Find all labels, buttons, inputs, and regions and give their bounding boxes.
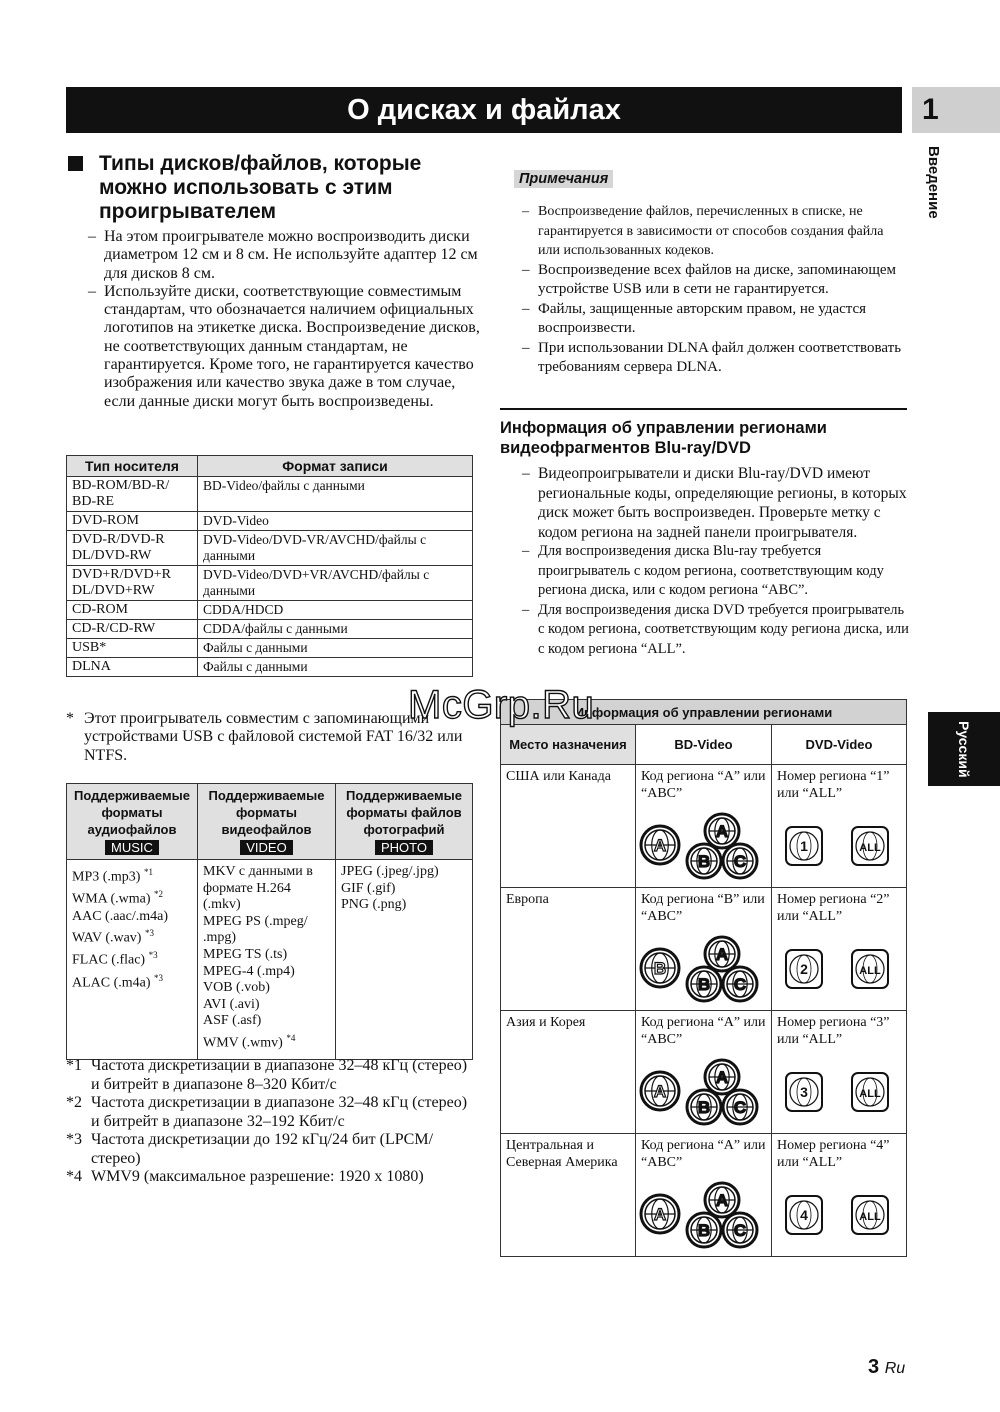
format-item — [72, 970, 192, 992]
bd-region-text: Код региона “A” или “ABC” — [641, 1015, 766, 1047]
format-text: MPEG PS (.mpeg/ .mpg) — [203, 913, 308, 946]
globe-abc-icon — [687, 1183, 757, 1247]
photo-formats-cell — [336, 860, 473, 1060]
video-formats-header — [198, 784, 336, 860]
list-item: – Файлы, защищенные авторским правом, не удастся воспроизвести. — [518, 300, 908, 339]
dvd-region-text: Номер региона “2” или “ALL” — [777, 892, 890, 924]
chapter-number-tab: 1 — [912, 87, 1000, 133]
destination-cell: США или Канада — [501, 765, 636, 888]
region-letter: A — [653, 1205, 667, 1224]
bd-region-text: Код региона “B” или “ABC” — [641, 892, 765, 924]
bd-region-text: Код региона “A” или “ABC” — [641, 769, 766, 801]
dvd-region-all-icon — [852, 950, 888, 988]
format-item — [203, 864, 330, 914]
dvd-region-number-icon — [786, 827, 822, 865]
media-type-cell: DLNA — [67, 658, 198, 677]
format-text: MP3 (.mp3) — [72, 869, 141, 885]
format-item — [203, 947, 330, 964]
header-label: Поддерживаемые форматы аудиофайлов — [74, 788, 190, 837]
dvd-region-logo — [782, 948, 892, 992]
record-format-cell: Файлы с данными — [198, 658, 473, 677]
dvd-region-logo — [782, 825, 892, 869]
record-format-cell: DVD-Video/DVD-VR/AVCHD/файлы с данными — [198, 531, 473, 566]
footnote-ref: *4 — [286, 1032, 296, 1043]
dvd-region-text: 1 — [800, 838, 808, 854]
dvd-region-logo — [782, 1194, 892, 1238]
region-letter: B — [697, 1098, 711, 1117]
dvd-region-text: Номер региона “3” или “ALL” — [777, 1015, 890, 1047]
media-type-cell: DVD-R/DVD-R DL/DVD-RW — [67, 531, 198, 566]
list-item: – Видеопроигрыватели и диски Blu-ray/DVD имеют региональные коды, определяющие регионы, в которых диск может быть воспроизведен. Проверьте метку с кодом региона на задней панели проигрывателя. — [518, 464, 910, 542]
format-text: AVI (.avi) — [203, 996, 260, 1012]
square-bullet-icon — [68, 156, 83, 171]
footnote — [66, 1131, 476, 1168]
notes-list — [518, 202, 908, 378]
globe-icon — [641, 826, 679, 864]
region-letter: A — [715, 1191, 729, 1210]
region-letter: B — [697, 852, 711, 871]
bd-region-logo — [638, 1178, 764, 1250]
bd-region-text: Код региона “A” или “ABC” — [641, 1138, 766, 1170]
format-item — [203, 980, 330, 997]
format-item — [72, 886, 192, 908]
bd-video-cell — [636, 765, 772, 888]
divider — [500, 408, 907, 410]
footnote-key: *2 — [66, 1094, 82, 1111]
table-row — [67, 658, 473, 677]
list-item: – Воспроизведение файлов, перечисленных в списке, не гарантируется в зависимости от способов создания файла или использованных кодеков. — [518, 202, 908, 261]
page-title: О дисках и файлах — [66, 87, 902, 133]
table-row — [67, 512, 473, 531]
record-format-cell: DVD-Video — [198, 512, 473, 531]
section-heading-text: Типы дисков/файлов, которые можно использовать с этим проигрывателем — [99, 152, 422, 223]
destination-cell: Азия и Корея — [501, 1011, 636, 1134]
dvd-region-number-icon — [786, 950, 822, 988]
formats-table — [66, 783, 473, 1060]
format-text: FLAC (.flac) — [72, 953, 146, 968]
region-letter: C — [733, 1221, 747, 1240]
usb-note-text: Этот проигрыватель совместим с запоминающими устройствами USB с файловой системой FAT 16/32 или NTFS. — [84, 710, 463, 764]
dvd-region-text: ALL — [859, 1088, 881, 1100]
dvd-region-all-icon — [852, 1073, 888, 1111]
audio-formats-header — [67, 784, 198, 860]
chapter-label: Введение — [925, 146, 942, 219]
list-item: – При использовании DLNA файл должен соответствовать требованиям сервера DLNA. — [518, 339, 908, 378]
region-letter: C — [733, 975, 747, 994]
format-item — [72, 909, 192, 926]
record-format-cell: CDDA/файлы с данными — [198, 620, 473, 639]
format-text: MPEG TS (.ts) — [203, 946, 288, 962]
list-item: – Для воспроизведения диска Blu-ray требуется проигрыватель с кодом региона, соответствующим коду региона диска, или с кодом региона “ABC”. — [518, 542, 910, 601]
bd-video-cell — [636, 1134, 772, 1257]
page-number — [868, 1356, 905, 1379]
footnotes — [66, 1057, 476, 1187]
table-header: Место назначения — [501, 725, 636, 765]
format-text: AAC (.aac/.m4a) — [72, 908, 169, 924]
region-letter: A — [715, 945, 729, 964]
region-letter: B — [697, 1221, 711, 1240]
table-row — [501, 888, 907, 1011]
footnote-key: *4 — [66, 1168, 82, 1185]
table-row — [501, 765, 907, 888]
format-item — [72, 947, 192, 969]
globe-abc-icon — [687, 1060, 757, 1124]
record-format-cell: CDDA/HDCD — [198, 601, 473, 620]
footnote — [66, 1057, 476, 1094]
dvd-region-number-icon — [786, 1196, 822, 1234]
media-type-cell: DVD+R/DVD+R DL/DVD+RW — [67, 566, 198, 601]
format-text: MKV с данными в формате H.264 (.mkv) — [203, 864, 313, 913]
footnote-ref: *3 — [144, 928, 154, 939]
footnote-text: Частота дискретизации до 192 кГц/24 бит (LPCM/стерео) — [91, 1131, 434, 1167]
region-letter: B — [653, 959, 667, 978]
media-table — [66, 455, 473, 677]
dvd-region-text: 3 — [800, 1084, 808, 1100]
region-letter: A — [715, 1068, 729, 1087]
media-type-cell: CD-R/CD-RW — [67, 620, 198, 639]
table-header: Формат записи — [198, 456, 473, 477]
record-format-cell: BD-Video/файлы с данными — [198, 477, 473, 512]
table-header: BD-Video — [636, 725, 772, 765]
photo-formats-header — [336, 784, 473, 860]
record-format-cell: Файлы с данными — [198, 639, 473, 658]
format-text: MPEG-4 (.mp4) — [203, 963, 295, 979]
format-item — [72, 925, 192, 947]
footnote-text: WMV9 (максимальное разрешение: 1920 x 1080) — [91, 1168, 424, 1185]
footnote-ref: *1 — [143, 867, 153, 877]
dvd-region-logo — [782, 1071, 892, 1115]
watermark: McGrp.Ru — [408, 683, 595, 727]
format-text: ASF (.asf) — [203, 1013, 262, 1029]
header-label: Поддерживаемые форматы видеофайлов — [208, 788, 325, 837]
footnote-ref: *2 — [154, 889, 164, 900]
intro-bullets — [84, 228, 480, 411]
format-text: VOB (.vob) — [203, 980, 270, 996]
list-item: – Воспроизведение всех файлов на диске, запоминающем устройстве USB или в сети не гарантируется. — [518, 261, 908, 300]
page-language-suffix: Ru — [884, 1360, 906, 1377]
table-row — [67, 477, 473, 512]
list-item: – Для воспроизведения диска DVD требуется проигрыватель с кодом региона, соответствующим коду региона диска, или с кодом региона “ALL”. — [518, 601, 910, 660]
format-item — [203, 997, 330, 1014]
header-label: Поддерживаемые форматы файлов фотографий — [346, 788, 462, 837]
region-letter: C — [733, 1098, 747, 1117]
region-letter: A — [653, 1082, 667, 1101]
destination-cell: Центральная и Северная Америка — [501, 1134, 636, 1257]
footnote-text: Частота дискретизации в диапазоне 32–48 кГц (стерео) и битрейт в диапазоне 8–320 Кбит/с — [91, 1057, 468, 1093]
bd-region-logo — [638, 932, 764, 1004]
language-tab: Русский — [928, 712, 1000, 786]
bd-region-logo — [638, 809, 764, 881]
bd-region-logo — [638, 1055, 764, 1127]
region-table-caption: Информация об управлении регионами — [501, 700, 907, 725]
dvd-region-text: 2 — [800, 961, 808, 977]
footnote-mark: * — [66, 710, 74, 727]
region-table — [500, 699, 907, 1257]
list-item: – Используйте диски, соответствующие совместимым стандартам, что обозначается наличием официальных логотипов на этикетке диска. Воспроизведение дисков, не соответствующих данным стандартам, не гарантируется. Кроме того, не гарантируется качество изображения или качество звука даже в том случае, если данные диски могут быть воспроизведены. — [84, 283, 480, 411]
footnote-key: *1 — [66, 1057, 82, 1074]
format-item — [203, 914, 330, 947]
dvd-region-number-icon — [786, 1073, 822, 1111]
region-letter: C — [733, 852, 747, 871]
footnote — [66, 1094, 476, 1131]
table-row — [67, 620, 473, 639]
globe-icon — [641, 1195, 679, 1233]
page-number-value: 3 — [868, 1356, 880, 1378]
media-type-cell: DVD-ROM — [67, 512, 198, 531]
dvd-region-all-icon — [852, 1196, 888, 1234]
globe-abc-icon — [687, 814, 757, 878]
record-format-cell: DVD-Video/DVD+VR/AVCHD/файлы с данными — [198, 566, 473, 601]
dvd-region-all-icon — [852, 827, 888, 865]
notes-heading: Примечания — [514, 170, 613, 188]
audio-formats-cell — [67, 860, 198, 1060]
dvd-video-cell — [772, 888, 907, 1011]
format-item: GIF (.gif) — [341, 880, 396, 896]
table-row — [67, 566, 473, 601]
format-item: PNG (.png) — [341, 897, 407, 913]
format-text: WAV (.wav) — [72, 930, 142, 946]
region-letter: A — [715, 822, 729, 841]
footnote — [66, 1168, 476, 1187]
music-badge: MUSIC — [105, 840, 159, 855]
region-letter: B — [697, 975, 711, 994]
format-text: WMV (.wmv) — [203, 1035, 283, 1051]
dvd-region-text: Номер региона “1” или “ALL” — [777, 769, 890, 801]
globe-icon — [641, 1072, 679, 1110]
footnote-key: *3 — [66, 1131, 82, 1148]
region-letter: A — [653, 836, 667, 855]
bd-video-cell — [636, 1011, 772, 1134]
media-type-cell: BD-ROM/BD-R/ BD-RE — [67, 477, 198, 512]
footnote-ref: *3 — [154, 972, 164, 983]
section-heading — [68, 152, 478, 224]
list-item: – На этом проигрывателе можно воспроизводить диски диаметром 12 см и 8 см. Не используйте адаптер 12 см для дисков 8 см. — [84, 228, 480, 283]
format-item — [203, 964, 330, 981]
table-header: Тип носителя — [67, 456, 198, 477]
table-row — [501, 1134, 907, 1257]
region-bullets — [518, 464, 910, 659]
format-item — [203, 1013, 330, 1030]
dvd-video-cell — [772, 1134, 907, 1257]
bd-video-cell — [636, 888, 772, 1011]
dvd-region-text: ALL — [859, 1211, 881, 1223]
format-item — [72, 864, 192, 886]
media-type-cell: USB* — [67, 639, 198, 658]
footnote-ref: *3 — [148, 950, 158, 961]
globe-icon — [641, 949, 679, 987]
destination-cell: Европа — [501, 888, 636, 1011]
format-text: ALAC (.m4a) — [72, 975, 151, 991]
format-item: JPEG (.jpeg/.jpg) — [341, 864, 439, 879]
video-badge: VIDEO — [240, 840, 292, 855]
globe-abc-icon — [687, 937, 757, 1001]
dvd-region-text: ALL — [859, 965, 881, 977]
table-row — [67, 639, 473, 658]
video-formats-cell — [198, 860, 336, 1060]
table-row — [67, 531, 473, 566]
media-type-cell: CD-ROM — [67, 601, 198, 620]
table-header: DVD-Video — [772, 725, 907, 765]
table-row — [67, 601, 473, 620]
footnote-text: Частота дискретизации в диапазоне 32–48 кГц (стерео) и битрейт в диапазоне 32–192 Кбит/с — [91, 1094, 468, 1130]
format-item — [203, 1030, 330, 1052]
table-row — [501, 1011, 907, 1134]
dvd-video-cell — [772, 765, 907, 888]
dvd-region-text: 4 — [800, 1207, 808, 1223]
photo-badge: PHOTO — [375, 840, 433, 855]
format-text: WMA (.wma) — [72, 891, 151, 907]
region-heading: Информация об управлении регионами видеофрагментов Blu-ray/DVD — [500, 419, 827, 457]
dvd-region-text: ALL — [859, 842, 881, 854]
dvd-video-cell — [772, 1011, 907, 1134]
dvd-region-text: Номер региона “4” или “ALL” — [777, 1138, 890, 1170]
